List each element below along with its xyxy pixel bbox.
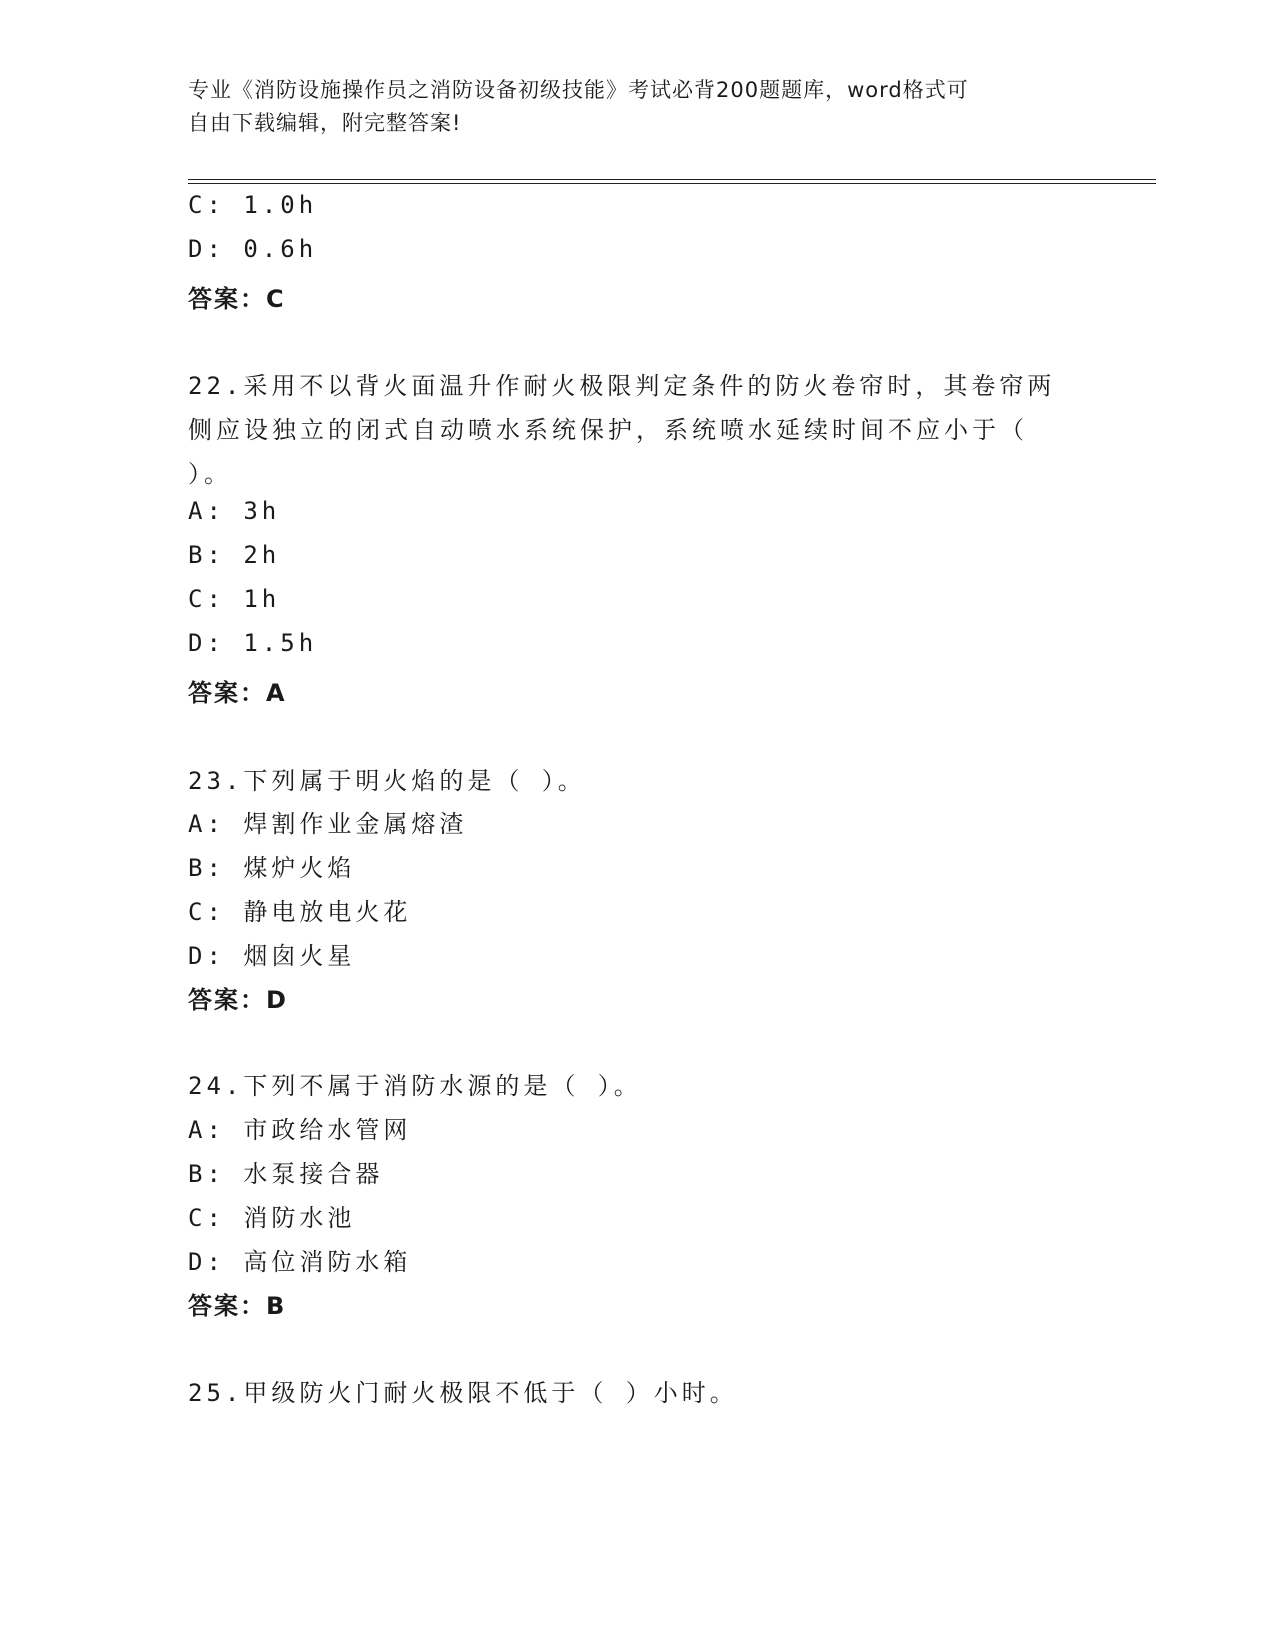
- q24-option-a: A: 市政给水管网: [188, 1116, 412, 1144]
- q22-text-line-2: 侧应设独立的闭式自动喷水系统保护，系统喷水延续时间不应小于（: [188, 416, 1028, 444]
- q25-text: 25.甲级防火门耐火极限不低于（ ）小时。: [188, 1379, 738, 1407]
- q24-answer: 答案：B: [188, 1292, 287, 1320]
- q22-answer: 答案：A: [188, 679, 287, 707]
- q23-option-c: C: 静电放电火花: [188, 898, 412, 926]
- q22-option-a: A: 3h: [188, 497, 281, 525]
- q22-option-c: C: 1h: [188, 585, 281, 613]
- prev-option-d: D: 0.6h: [188, 235, 318, 263]
- prev-answer: 答案：C: [188, 285, 286, 313]
- q23-answer: 答案：D: [188, 986, 288, 1014]
- header-divider-bottom: [188, 183, 1156, 184]
- q23-text: 23.下列属于明火焰的是（ ）。: [188, 767, 586, 795]
- prev-option-c: C: 1.0h: [188, 191, 318, 219]
- q24-text: 24.下列不属于消防水源的是（ ）。: [188, 1072, 642, 1100]
- header-divider-top: [188, 179, 1156, 180]
- q24-option-d: D: 高位消防水箱: [188, 1248, 412, 1276]
- q23-option-b: B: 煤炉火焰: [188, 854, 356, 882]
- q23-option-a: A: 焊割作业金属熔渣: [188, 810, 468, 838]
- header-line-2: 自由下载编辑，附完整答案!: [188, 111, 462, 135]
- header-line-1: 专业《消防设施操作员之消防设备初级技能》考试必背200题题库，word格式可: [188, 78, 969, 102]
- q24-option-c: C: 消防水池: [188, 1204, 356, 1232]
- q22-option-d: D: 1.5h: [188, 629, 318, 657]
- q24-option-b: B: 水泵接合器: [188, 1160, 384, 1188]
- q22-option-b: B: 2h: [188, 541, 281, 569]
- page-header: [188, 74, 1068, 140]
- q23-option-d: D: 烟囱火星: [188, 942, 356, 970]
- q22-text-line-3: ）。: [188, 460, 232, 488]
- q22-text-line-1: 22.采用不以背火面温升作耐火极限判定条件的防火卷帘时，其卷帘两: [188, 372, 1056, 400]
